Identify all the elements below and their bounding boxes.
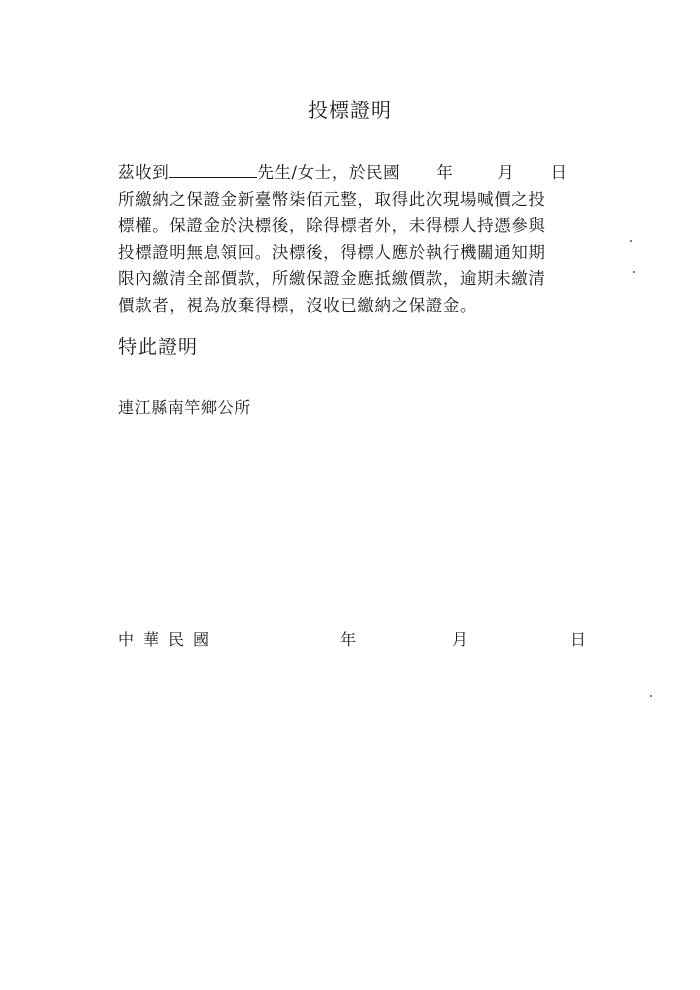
issue-year-label: 年 — [340, 630, 357, 649]
scan-speck — [633, 271, 635, 273]
document-title: 投標證明 — [308, 98, 392, 122]
paragraph-line-4: 投標證明無息領回。決標後，得標人應於執行機關通知期 — [118, 242, 546, 262]
paragraph-line-1 — [118, 160, 588, 187]
paragraph-line-6: 價款者，視為放棄得標，沒收已繳納之保證金。 — [118, 295, 478, 315]
issue-day-label: 日 — [570, 630, 587, 649]
year-label: 年 — [436, 163, 454, 182]
month-label: 月 — [497, 163, 515, 182]
received-from-label: 茲收到 — [118, 163, 170, 182]
certificate-body — [118, 160, 588, 319]
closing-statement: 特此證明 — [118, 336, 199, 358]
scan-speck — [650, 695, 652, 697]
issue-date-line — [118, 628, 588, 652]
day-label: 日 — [550, 163, 568, 182]
scan-speck — [630, 240, 632, 242]
issue-month-label: 月 — [452, 630, 469, 649]
paragraph-line-2: 所繳納之保證金新臺幣柒佰元整，取得此次現場喊價之投 — [118, 189, 546, 209]
payer-name-blank — [169, 163, 257, 178]
title-and-era-text: 先生/女士，於民國 — [257, 163, 401, 182]
issuing-office: 連江縣南竿鄉公所 — [118, 398, 251, 417]
era-label: 中華民國 — [118, 630, 219, 649]
paragraph-line-5: 限內繳清全部價款，所繳保證金應抵繳價款，逾期未繳清 — [118, 269, 546, 288]
paragraph-line-3: 標權。保證金於決標後，除得標者外，未得標人持憑參與 — [118, 216, 546, 235]
